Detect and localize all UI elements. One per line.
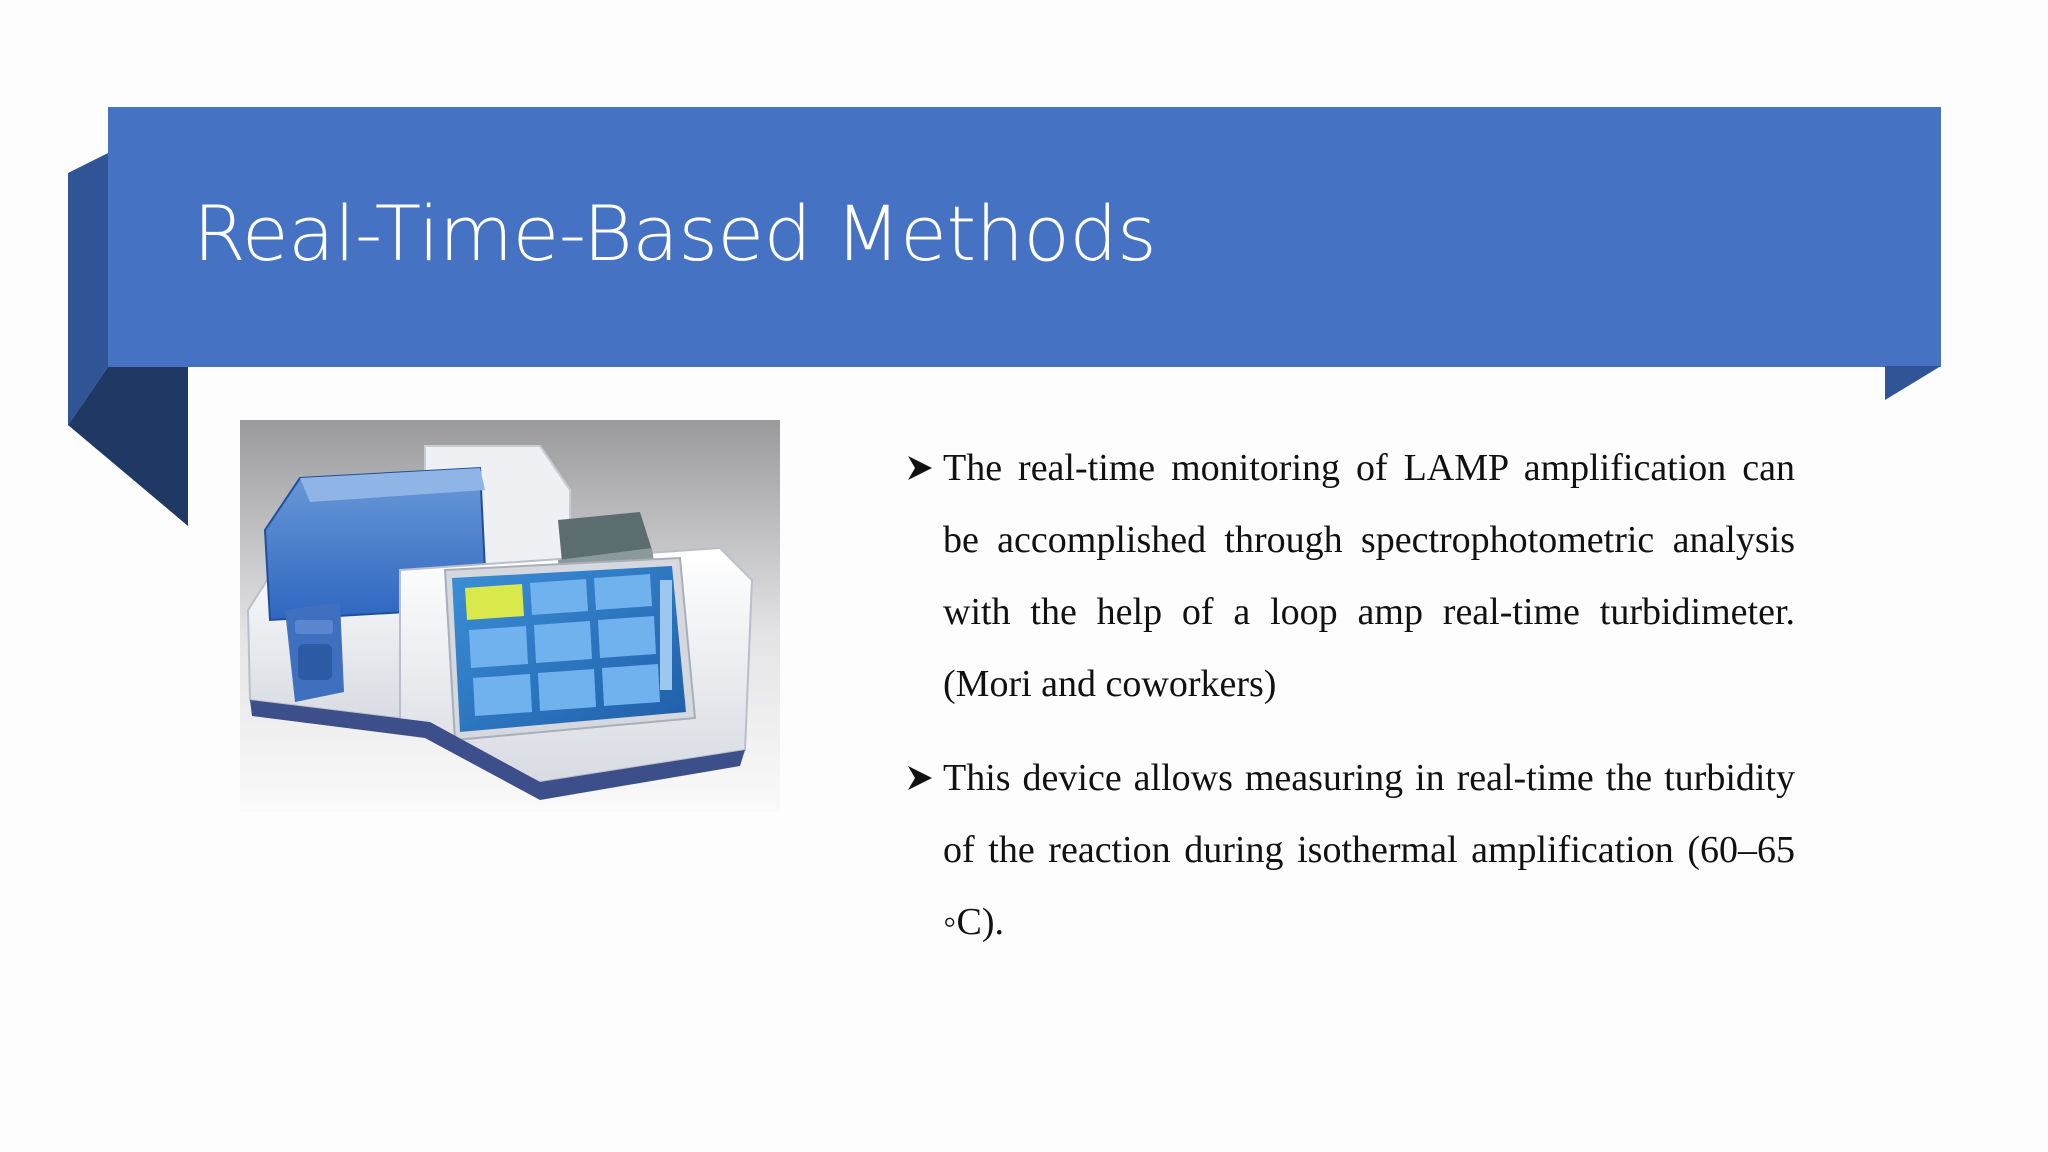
ribbon-fold-right-shape (1885, 366, 1941, 400)
device-panel-button (295, 620, 333, 634)
bullet-item (905, 742, 1795, 958)
screen-tile (538, 669, 596, 711)
screen-tile (530, 579, 588, 615)
title-banner (108, 107, 1941, 367)
screen-tile (594, 574, 652, 610)
bullet-text: This device allows measuring in real-time the turbidity of the reaction during isothermal amplification (60–65 ◦C). (943, 757, 1795, 943)
arrowhead-bullet-icon (905, 432, 941, 504)
screen-tile (465, 584, 524, 620)
arrowhead-bullet-icon (905, 742, 941, 814)
screen-tile (602, 664, 660, 706)
bullet-item (905, 432, 1795, 720)
slide-title: Real-Time-Based Methods (193, 189, 1157, 278)
screen-tile (598, 616, 656, 658)
ribbon-fold-right (1885, 366, 1941, 400)
screen-tile (469, 626, 528, 668)
bullet-list (905, 432, 1795, 980)
screen-tile (473, 674, 532, 716)
device-panel-knob (298, 644, 332, 680)
screen-tile (534, 621, 592, 663)
lamp-turbidimeter-image (240, 420, 780, 812)
bullet-text: The real-time monitoring of LAMP amplification can be accomplished through spectrophotometric analysis with the help of a loop amp real-time turbidimeter. (Mori and coworkers) (943, 447, 1795, 705)
screen-sidebar (660, 580, 672, 690)
